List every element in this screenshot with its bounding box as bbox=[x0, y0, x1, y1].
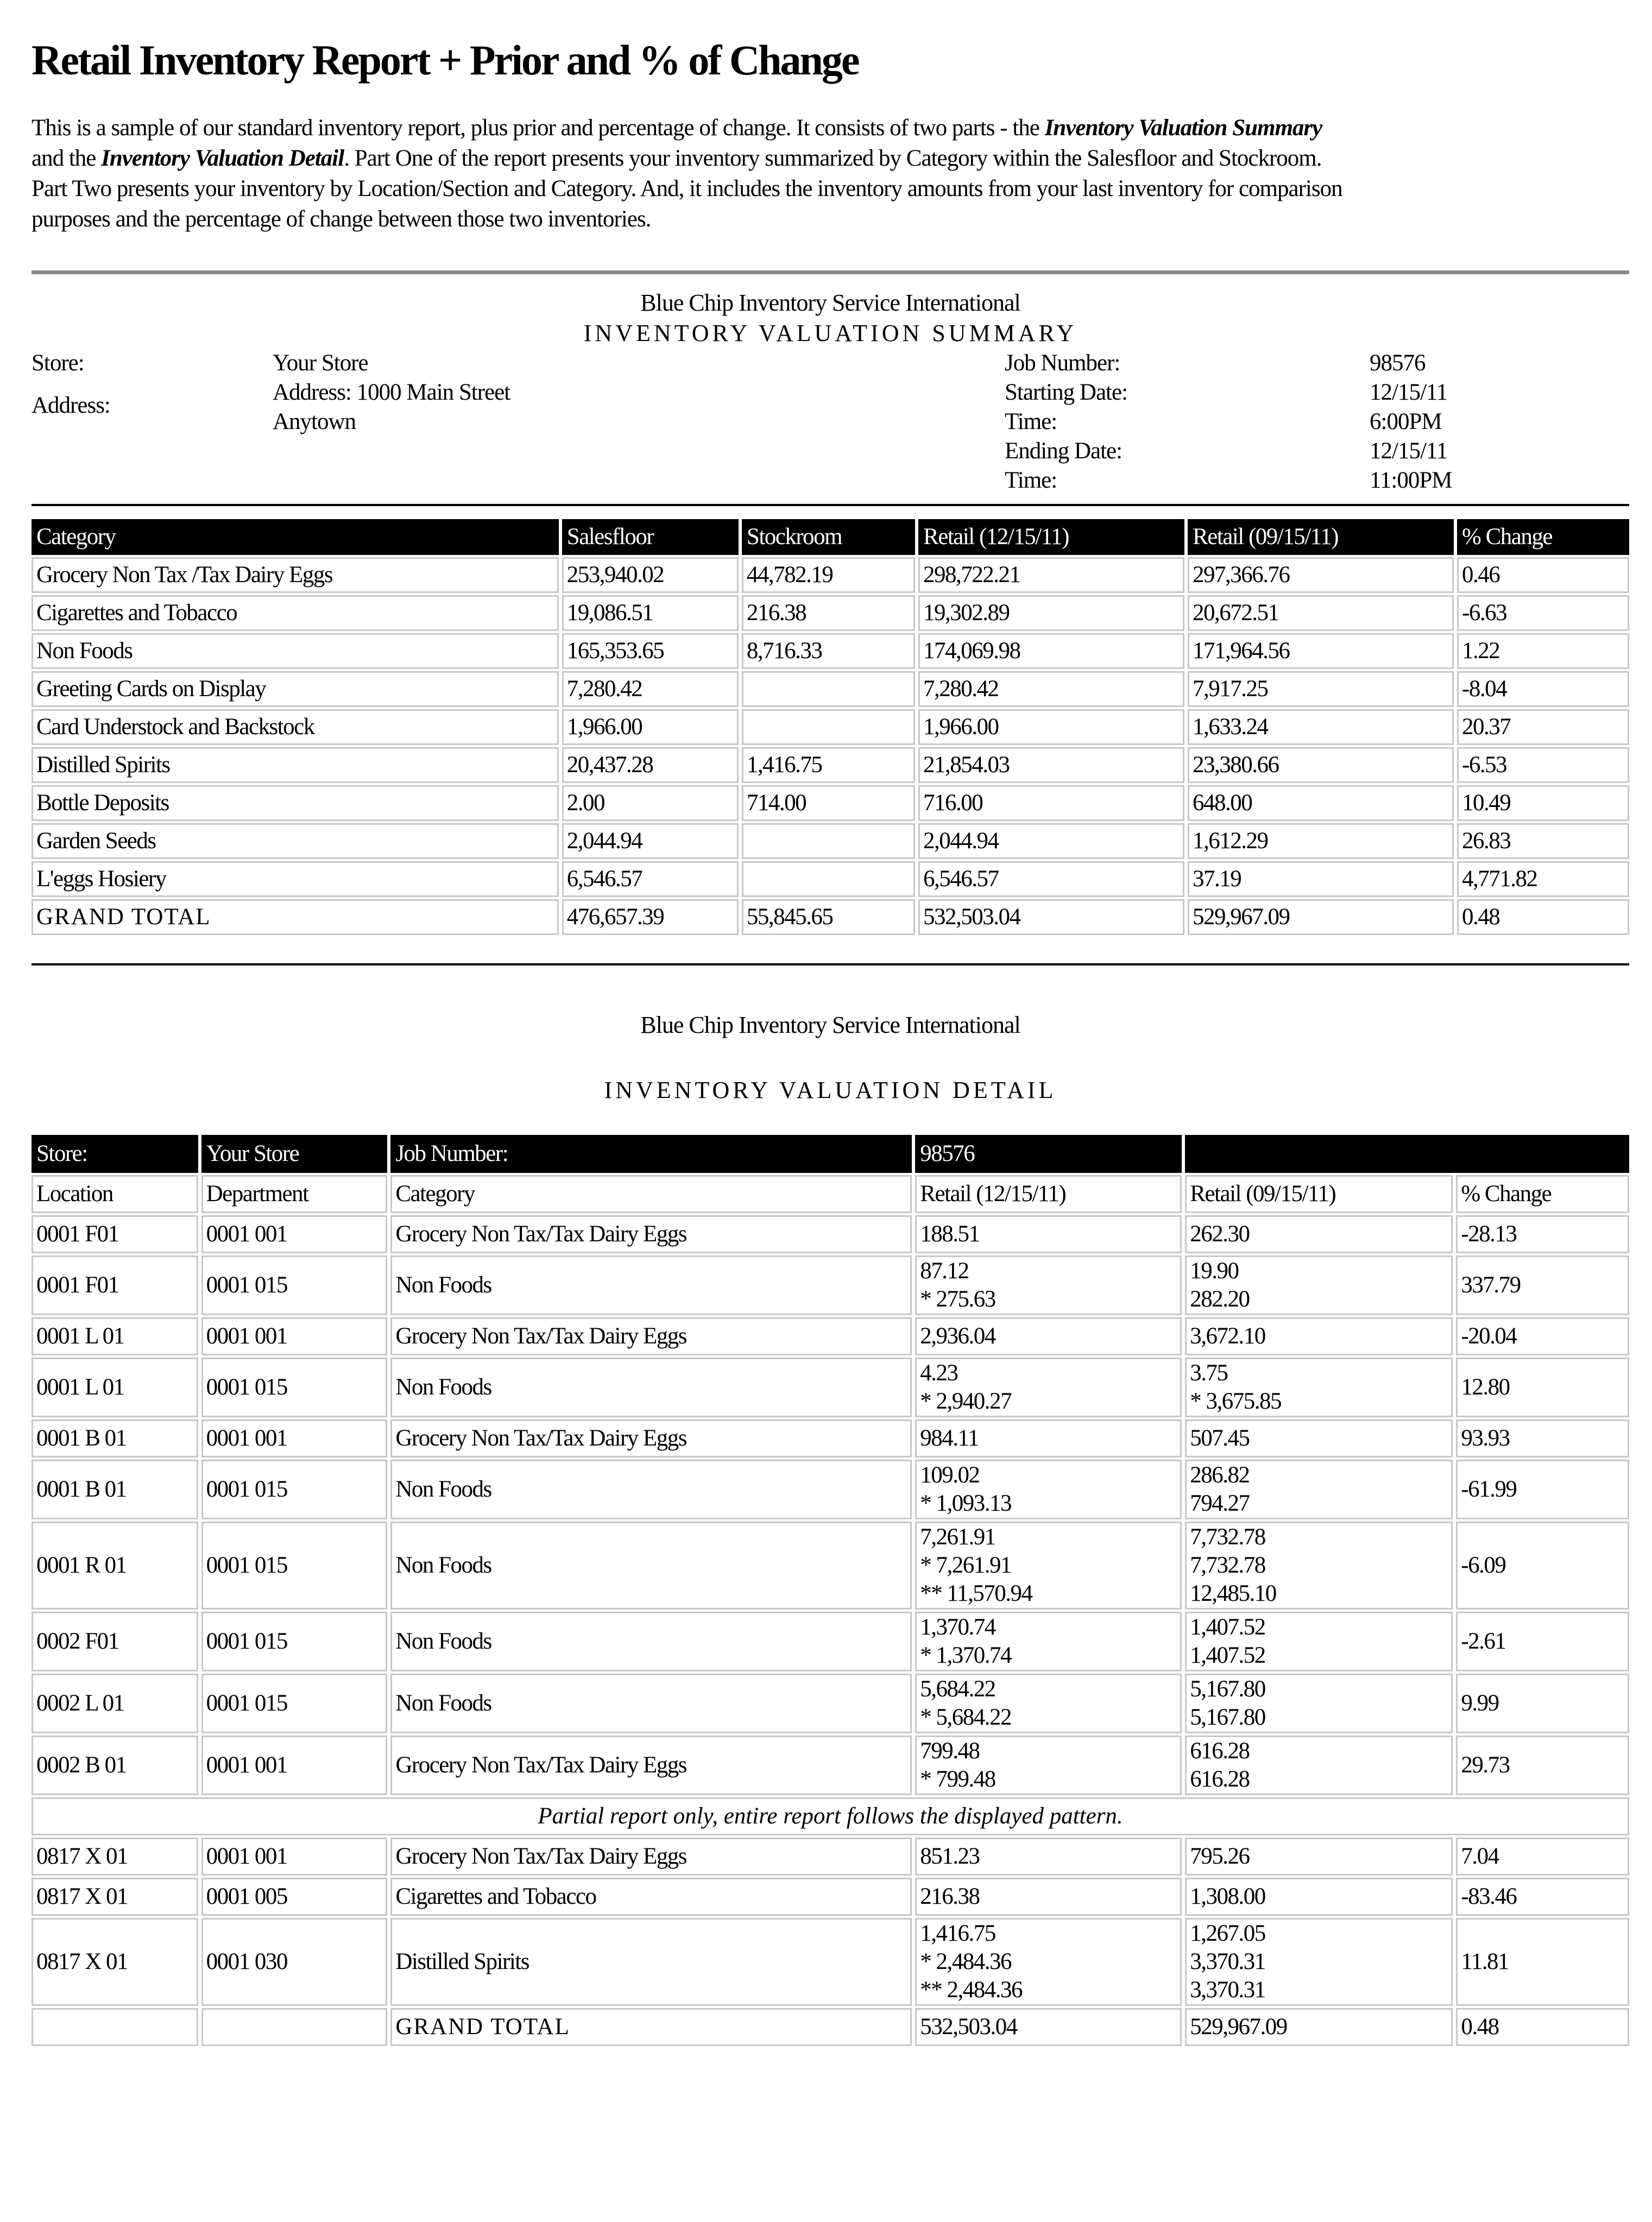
retail-prior-cell: 1,633.24 bbox=[1188, 709, 1454, 745]
table-row bbox=[31, 1838, 1629, 1876]
retail-prior-cell bbox=[1185, 1460, 1453, 1519]
stockroom-cell bbox=[742, 671, 915, 707]
job-number-value: 98576 bbox=[1370, 350, 1426, 376]
amount-line: 3,672.10 bbox=[1190, 1323, 1265, 1349]
address-line2: Anytown bbox=[273, 409, 356, 434]
department-cell: 0001 015 bbox=[201, 1612, 388, 1671]
retail-current-cell bbox=[915, 1255, 1182, 1315]
retail-current-cell: 174,069.98 bbox=[918, 633, 1184, 669]
table-row bbox=[31, 1255, 1629, 1315]
percent-change-cell: 20.37 bbox=[1457, 709, 1629, 745]
department-cell: 0001 015 bbox=[201, 1460, 388, 1519]
retail-current-cell: 532,503.04 bbox=[918, 899, 1184, 935]
department-cell: 0001 015 bbox=[201, 1674, 388, 1733]
blank-header-cell bbox=[1185, 1135, 1629, 1173]
retail-current-cell: 1,966.00 bbox=[918, 709, 1184, 745]
percent-change-cell: -2.61 bbox=[1456, 1612, 1629, 1671]
column-header: Retail (09/15/11) bbox=[1188, 519, 1454, 555]
location-cell: 0002 L 01 bbox=[31, 1674, 198, 1733]
amount-line: 3,370.31 bbox=[1190, 1949, 1265, 1974]
location-cell: 0001 B 01 bbox=[31, 1460, 198, 1519]
store-value: Your Store bbox=[201, 1135, 388, 1173]
table-row bbox=[31, 747, 1629, 783]
grand-total-label: GRAND TOTAL bbox=[390, 2008, 912, 2046]
percent-change-cell: -6.09 bbox=[1456, 1522, 1629, 1609]
category-cell: Grocery Non Tax/Tax Dairy Eggs bbox=[390, 1215, 912, 1253]
location-cell: 0817 X 01 bbox=[31, 1838, 198, 1876]
retail-prior-cell bbox=[1185, 1674, 1453, 1733]
starting-date-label: Starting Date: bbox=[1005, 380, 1128, 405]
location-cell: 0001 B 01 bbox=[31, 1419, 198, 1457]
table-row bbox=[31, 1735, 1629, 1795]
department-cell: 0001 015 bbox=[201, 1522, 388, 1609]
amount-line: 7,732.78 bbox=[1190, 1524, 1265, 1550]
amount-line: 851.23 bbox=[920, 1844, 980, 1869]
store-label: Store: bbox=[31, 350, 84, 376]
retail-prior-cell: 297,366.76 bbox=[1188, 557, 1454, 593]
amount-line: 5,167.80 bbox=[1190, 1705, 1265, 1730]
percent-change-cell: 4,771.82 bbox=[1457, 861, 1629, 897]
location-cell: 0002 B 01 bbox=[31, 1735, 198, 1795]
amount-line: 2,936.04 bbox=[920, 1323, 995, 1349]
retail-current-cell: 716.00 bbox=[918, 785, 1184, 821]
amount-line: 12,485.10 bbox=[1190, 1581, 1276, 1606]
category-cell: Distilled Spirits bbox=[390, 1918, 912, 2006]
retail-prior-cell: 7,917.25 bbox=[1188, 671, 1454, 707]
table-row bbox=[31, 1612, 1629, 1671]
start-time-value: 6:00PM bbox=[1370, 409, 1442, 434]
stockroom-cell: 714.00 bbox=[742, 785, 915, 821]
column-header: % Change bbox=[1457, 519, 1629, 555]
percent-change-cell: 12.80 bbox=[1456, 1358, 1629, 1417]
amount-line: * 7,261.91 bbox=[920, 1552, 1012, 1578]
amount-line: * 1,093.13 bbox=[920, 1491, 1012, 1516]
table-row bbox=[31, 1878, 1629, 1916]
category-cell: Non Foods bbox=[31, 633, 559, 669]
category-cell: Grocery Non Tax/Tax Dairy Eggs bbox=[390, 1419, 912, 1457]
amount-line: 4.23 bbox=[920, 1360, 958, 1386]
grand-total-row bbox=[31, 899, 1629, 935]
category-cell: Garden Seeds bbox=[31, 823, 559, 859]
table-row bbox=[31, 785, 1629, 821]
address-line1: Address: 1000 Main Street bbox=[273, 380, 510, 405]
salesfloor-cell: 19,086.51 bbox=[562, 595, 739, 631]
amount-line: 1,407.52 bbox=[1190, 1614, 1265, 1640]
table-row bbox=[31, 709, 1629, 745]
percent-change-cell: 26.83 bbox=[1457, 823, 1629, 859]
amount-line: * 5,684.22 bbox=[920, 1705, 1012, 1730]
intro-text: Part Two presents your inventory by Location/Section and Category. And, it includes the inventory amounts from your last inventory for comparison bbox=[31, 176, 1342, 201]
detail-column-headers bbox=[31, 1175, 1629, 1213]
retail-current-cell bbox=[915, 1460, 1182, 1519]
table-row bbox=[31, 671, 1629, 707]
column-header: Retail (09/15/11) bbox=[1185, 1175, 1453, 1213]
starting-date-value: 12/15/11 bbox=[1370, 380, 1448, 405]
amount-line: * 275.63 bbox=[920, 1286, 995, 1312]
retail-current-cell bbox=[915, 1918, 1182, 2006]
salesfloor-cell: 476,657.39 bbox=[562, 899, 739, 935]
job-number-label: Job Number: bbox=[1005, 350, 1120, 376]
percent-change-cell: -83.46 bbox=[1456, 1878, 1629, 1916]
retail-prior-cell bbox=[1185, 1612, 1453, 1671]
department-cell: 0001 001 bbox=[201, 1735, 388, 1795]
amount-line: * 3,675.85 bbox=[1190, 1388, 1282, 1414]
amount-line: 5,684.22 bbox=[920, 1676, 995, 1702]
partial-report-note-row bbox=[31, 1797, 1629, 1835]
category-cell: Grocery Non Tax/Tax Dairy Eggs bbox=[390, 1317, 912, 1355]
amount-line: 188.51 bbox=[920, 1221, 980, 1247]
retail-current-cell: 532,503.04 bbox=[915, 2008, 1182, 2046]
amount-line: 216.38 bbox=[920, 1884, 980, 1909]
retail-current-cell bbox=[915, 1612, 1182, 1671]
location-cell: 0001 L 01 bbox=[31, 1358, 198, 1417]
retail-prior-cell bbox=[1185, 1358, 1453, 1417]
amount-line: 616.28 bbox=[1190, 1738, 1250, 1764]
retail-prior-cell bbox=[1185, 1735, 1453, 1795]
job-number-value: 98576 bbox=[915, 1135, 1182, 1173]
percent-change-cell: 7.04 bbox=[1456, 1838, 1629, 1876]
job-number-label: Job Number: bbox=[390, 1135, 912, 1173]
page-title: Retail Inventory Report + Prior and % of Change bbox=[31, 36, 859, 84]
retail-current-cell: 2,044.94 bbox=[918, 823, 1184, 859]
percent-change-cell: 29.73 bbox=[1456, 1735, 1629, 1795]
amount-line: 87.12 bbox=[920, 1258, 969, 1284]
ending-date-value: 12/15/11 bbox=[1370, 438, 1448, 464]
summary-top-rule bbox=[31, 504, 1629, 506]
amount-line: 799.48 bbox=[920, 1738, 980, 1764]
table-row bbox=[31, 1522, 1629, 1609]
retail-current-cell bbox=[915, 1878, 1182, 1916]
percent-change-cell: 0.48 bbox=[1456, 2008, 1629, 2046]
retail-current-cell: 6,546.57 bbox=[918, 861, 1184, 897]
retail-prior-cell: 23,380.66 bbox=[1188, 747, 1454, 783]
retail-prior-cell bbox=[1185, 1419, 1453, 1457]
department-cell: 0001 001 bbox=[201, 1317, 388, 1355]
stockroom-cell bbox=[742, 823, 915, 859]
empty-cell bbox=[201, 2008, 388, 2046]
department-cell: 0001 030 bbox=[201, 1918, 388, 2006]
intro-paragraph bbox=[31, 113, 1606, 235]
department-cell: 0001 001 bbox=[201, 1419, 388, 1457]
location-cell: 0001 R 01 bbox=[31, 1522, 198, 1609]
category-cell: Non Foods bbox=[390, 1255, 912, 1315]
amount-line: 109.02 bbox=[920, 1462, 980, 1488]
salesfloor-cell: 253,940.02 bbox=[562, 557, 739, 593]
category-cell: Non Foods bbox=[390, 1674, 912, 1733]
salesfloor-cell: 2,044.94 bbox=[562, 823, 739, 859]
retail-current-cell bbox=[915, 1358, 1182, 1417]
summary-company-name: Blue Chip Inventory Service International bbox=[640, 289, 1020, 316]
retail-current-cell bbox=[915, 1674, 1182, 1733]
amount-line: 7,261.91 bbox=[920, 1524, 995, 1550]
category-cell: Card Understock and Backstock bbox=[31, 709, 559, 745]
stockroom-cell bbox=[742, 861, 915, 897]
category-cell: L'eggs Hosiery bbox=[31, 861, 559, 897]
intro-text: This is a sample of our standard inventory report, plus prior and percentage of change. It consists of two parts - the bbox=[31, 115, 1045, 141]
end-time-value: 11:00PM bbox=[1370, 468, 1452, 493]
percent-change-cell: -6.63 bbox=[1457, 595, 1629, 631]
retail-current-cell bbox=[915, 1735, 1182, 1795]
retail-prior-cell bbox=[1185, 1522, 1453, 1609]
column-header: Retail (12/15/11) bbox=[918, 519, 1184, 555]
table-row bbox=[31, 823, 1629, 859]
retail-prior-cell: 1,612.29 bbox=[1188, 823, 1454, 859]
column-header: Category bbox=[390, 1175, 912, 1213]
summary-report-title: INVENTORY VALUATION SUMMARY bbox=[583, 320, 1077, 346]
location-cell: 0817 X 01 bbox=[31, 1918, 198, 2006]
salesfloor-cell: 7,280.42 bbox=[562, 671, 739, 707]
salesfloor-cell: 2.00 bbox=[562, 785, 739, 821]
table-row bbox=[31, 861, 1629, 897]
detail-store-row bbox=[31, 1135, 1629, 1173]
amount-line: 1,416.75 bbox=[920, 1921, 995, 1946]
retail-prior-cell: 529,967.09 bbox=[1185, 2008, 1453, 2046]
department-cell: 0001 001 bbox=[201, 1838, 388, 1876]
amount-line: 5,167.80 bbox=[1190, 1676, 1265, 1702]
amount-line: 262.30 bbox=[1190, 1221, 1250, 1247]
amount-line: * 2,940.27 bbox=[920, 1388, 1012, 1414]
retail-current-cell bbox=[915, 1215, 1182, 1253]
department-cell: 0001 015 bbox=[201, 1358, 388, 1417]
amount-line: ** 2,484.36 bbox=[920, 1977, 1023, 2003]
retail-prior-cell: 648.00 bbox=[1188, 785, 1454, 821]
location-cell: 0817 X 01 bbox=[31, 1878, 198, 1916]
retail-prior-cell bbox=[1185, 1918, 1453, 2006]
column-header: Department bbox=[201, 1175, 388, 1213]
amount-line: 616.28 bbox=[1190, 1766, 1250, 1792]
percent-change-cell: -20.04 bbox=[1456, 1317, 1629, 1355]
store-value: Your Store bbox=[273, 350, 368, 376]
table-row bbox=[31, 557, 1629, 593]
stockroom-cell: 216.38 bbox=[742, 595, 915, 631]
percent-change-cell: 11.81 bbox=[1456, 1918, 1629, 2006]
address-label: Address: bbox=[31, 393, 110, 418]
amount-line: 1,407.52 bbox=[1190, 1643, 1265, 1668]
department-cell: 0001 001 bbox=[201, 1215, 388, 1253]
summary-bottom-rule bbox=[31, 963, 1629, 965]
amount-line: * 799.48 bbox=[920, 1766, 995, 1792]
table-row bbox=[31, 1215, 1629, 1253]
summary-header-row bbox=[31, 519, 1629, 555]
category-cell: Grocery Non Tax/Tax Dairy Eggs bbox=[390, 1838, 912, 1876]
retail-current-cell bbox=[915, 1317, 1182, 1355]
salesfloor-cell: 165,353.65 bbox=[562, 633, 739, 669]
store-label: Store: bbox=[31, 1135, 198, 1173]
retail-prior-cell: 37.19 bbox=[1188, 861, 1454, 897]
category-cell: Non Foods bbox=[390, 1522, 912, 1609]
intro-emphasis: Inventory Valuation Summary bbox=[1044, 115, 1322, 141]
percent-change-cell: 9.99 bbox=[1456, 1674, 1629, 1733]
table-row bbox=[31, 595, 1629, 631]
table-row bbox=[31, 1358, 1629, 1417]
amount-line: 794.27 bbox=[1190, 1491, 1250, 1516]
retail-current-cell: 298,722.21 bbox=[918, 557, 1184, 593]
amount-line: 1,370.74 bbox=[920, 1614, 995, 1640]
percent-change-cell: -61.99 bbox=[1456, 1460, 1629, 1519]
salesfloor-cell: 1,966.00 bbox=[562, 709, 739, 745]
amount-line: 3.75 bbox=[1190, 1360, 1228, 1386]
amount-line: 984.11 bbox=[920, 1425, 979, 1451]
stockroom-cell: 55,845.65 bbox=[742, 899, 915, 935]
amount-line: * 2,484.36 bbox=[920, 1949, 1012, 1974]
retail-prior-cell bbox=[1185, 1878, 1453, 1916]
amount-line: 7,732.78 bbox=[1190, 1552, 1265, 1578]
amount-line: 795.26 bbox=[1190, 1844, 1250, 1869]
end-time-label: Time: bbox=[1005, 468, 1057, 493]
amount-line: * 1,370.74 bbox=[920, 1643, 1012, 1668]
stockroom-cell: 44,782.19 bbox=[742, 557, 915, 593]
retail-prior-cell bbox=[1185, 1838, 1453, 1876]
column-header: Location bbox=[31, 1175, 198, 1213]
salesfloor-cell: 20,437.28 bbox=[562, 747, 739, 783]
stockroom-cell: 8,716.33 bbox=[742, 633, 915, 669]
salesfloor-cell: 6,546.57 bbox=[562, 861, 739, 897]
detail-table bbox=[28, 1133, 1632, 2048]
empty-cell bbox=[31, 2008, 198, 2046]
table-row bbox=[31, 1460, 1629, 1519]
amount-line: ** 11,570.94 bbox=[920, 1581, 1032, 1606]
column-header: % Change bbox=[1456, 1175, 1629, 1213]
category-cell: Non Foods bbox=[390, 1612, 912, 1671]
amount-line: 19.90 bbox=[1190, 1258, 1239, 1284]
intro-text: purposes and the percentage of change between those two inventories. bbox=[31, 206, 651, 232]
percent-change-cell: -8.04 bbox=[1457, 671, 1629, 707]
percent-change-cell: 93.93 bbox=[1456, 1419, 1629, 1457]
department-cell: 0001 005 bbox=[201, 1878, 388, 1916]
retail-prior-cell bbox=[1185, 1317, 1453, 1355]
percent-change-cell: 1.22 bbox=[1457, 633, 1629, 669]
amount-line: 1,308.00 bbox=[1190, 1884, 1265, 1909]
grand-total-row bbox=[31, 2008, 1629, 2046]
retail-prior-cell bbox=[1185, 1255, 1453, 1315]
category-cell: Grocery Non Tax /Tax Dairy Eggs bbox=[31, 557, 559, 593]
category-cell: Grocery Non Tax/Tax Dairy Eggs bbox=[390, 1735, 912, 1795]
partial-report-note: Partial report only, entire report follows the displayed pattern. bbox=[31, 1797, 1629, 1835]
retail-current-cell bbox=[915, 1838, 1182, 1876]
category-cell: Distilled Spirits bbox=[31, 747, 559, 783]
table-row bbox=[31, 1317, 1629, 1355]
ending-date-label: Ending Date: bbox=[1005, 438, 1123, 464]
category-cell: Non Foods bbox=[390, 1358, 912, 1417]
section-divider bbox=[31, 270, 1629, 274]
retail-prior-cell: 529,967.09 bbox=[1188, 899, 1454, 935]
category-cell: Cigarettes and Tobacco bbox=[390, 1878, 912, 1916]
retail-current-cell: 19,302.89 bbox=[918, 595, 1184, 631]
column-header: Category bbox=[31, 519, 559, 555]
table-row bbox=[31, 1674, 1629, 1733]
percent-change-cell: 0.46 bbox=[1457, 557, 1629, 593]
stockroom-cell bbox=[742, 709, 915, 745]
location-cell: 0002 F01 bbox=[31, 1612, 198, 1671]
percent-change-cell: -6.53 bbox=[1457, 747, 1629, 783]
amount-line: 507.45 bbox=[1190, 1425, 1250, 1451]
amount-line: 286.82 bbox=[1190, 1462, 1250, 1488]
category-cell: Cigarettes and Tobacco bbox=[31, 595, 559, 631]
category-cell: Non Foods bbox=[390, 1460, 912, 1519]
intro-emphasis: Inventory Valuation Detail bbox=[101, 146, 344, 171]
retail-prior-cell bbox=[1185, 1215, 1453, 1253]
percent-change-cell: 337.79 bbox=[1456, 1255, 1629, 1315]
amount-line: 282.20 bbox=[1190, 1286, 1250, 1312]
retail-current-cell bbox=[915, 1419, 1182, 1457]
retail-prior-cell: 171,964.56 bbox=[1188, 633, 1454, 669]
retail-current-cell bbox=[915, 1522, 1182, 1609]
amount-line: 3,370.31 bbox=[1190, 1977, 1265, 2003]
grand-total-label: GRAND TOTAL bbox=[31, 899, 559, 935]
table-row bbox=[31, 633, 1629, 669]
stockroom-cell: 1,416.75 bbox=[742, 747, 915, 783]
column-header: Stockroom bbox=[742, 519, 915, 555]
intro-text: and the bbox=[31, 146, 102, 171]
table-row bbox=[31, 1918, 1629, 2006]
column-header: Salesfloor bbox=[562, 519, 739, 555]
percent-change-cell: 10.49 bbox=[1457, 785, 1629, 821]
location-cell: 0001 F01 bbox=[31, 1255, 198, 1315]
category-cell: Bottle Deposits bbox=[31, 785, 559, 821]
retail-prior-cell: 20,672.51 bbox=[1188, 595, 1454, 631]
percent-change-cell: -28.13 bbox=[1456, 1215, 1629, 1253]
retail-current-cell: 7,280.42 bbox=[918, 671, 1184, 707]
summary-table bbox=[28, 517, 1632, 937]
retail-current-cell: 21,854.03 bbox=[918, 747, 1184, 783]
location-cell: 0001 F01 bbox=[31, 1215, 198, 1253]
detail-report-title: INVENTORY VALUATION DETAIL bbox=[604, 1077, 1057, 1103]
category-cell: Greeting Cards on Display bbox=[31, 671, 559, 707]
percent-change-cell: 0.48 bbox=[1457, 899, 1629, 935]
detail-company-name: Blue Chip Inventory Service International bbox=[640, 1012, 1020, 1038]
table-row bbox=[31, 1419, 1629, 1457]
location-cell: 0001 L 01 bbox=[31, 1317, 198, 1355]
intro-text: . Part One of the report presents your inventory summarized by Category within the Salesfloor and Stockroom. bbox=[344, 146, 1322, 171]
start-time-label: Time: bbox=[1005, 409, 1057, 434]
department-cell: 0001 015 bbox=[201, 1255, 388, 1315]
column-header: Retail (12/15/11) bbox=[915, 1175, 1182, 1213]
amount-line: 1,267.05 bbox=[1190, 1921, 1265, 1946]
